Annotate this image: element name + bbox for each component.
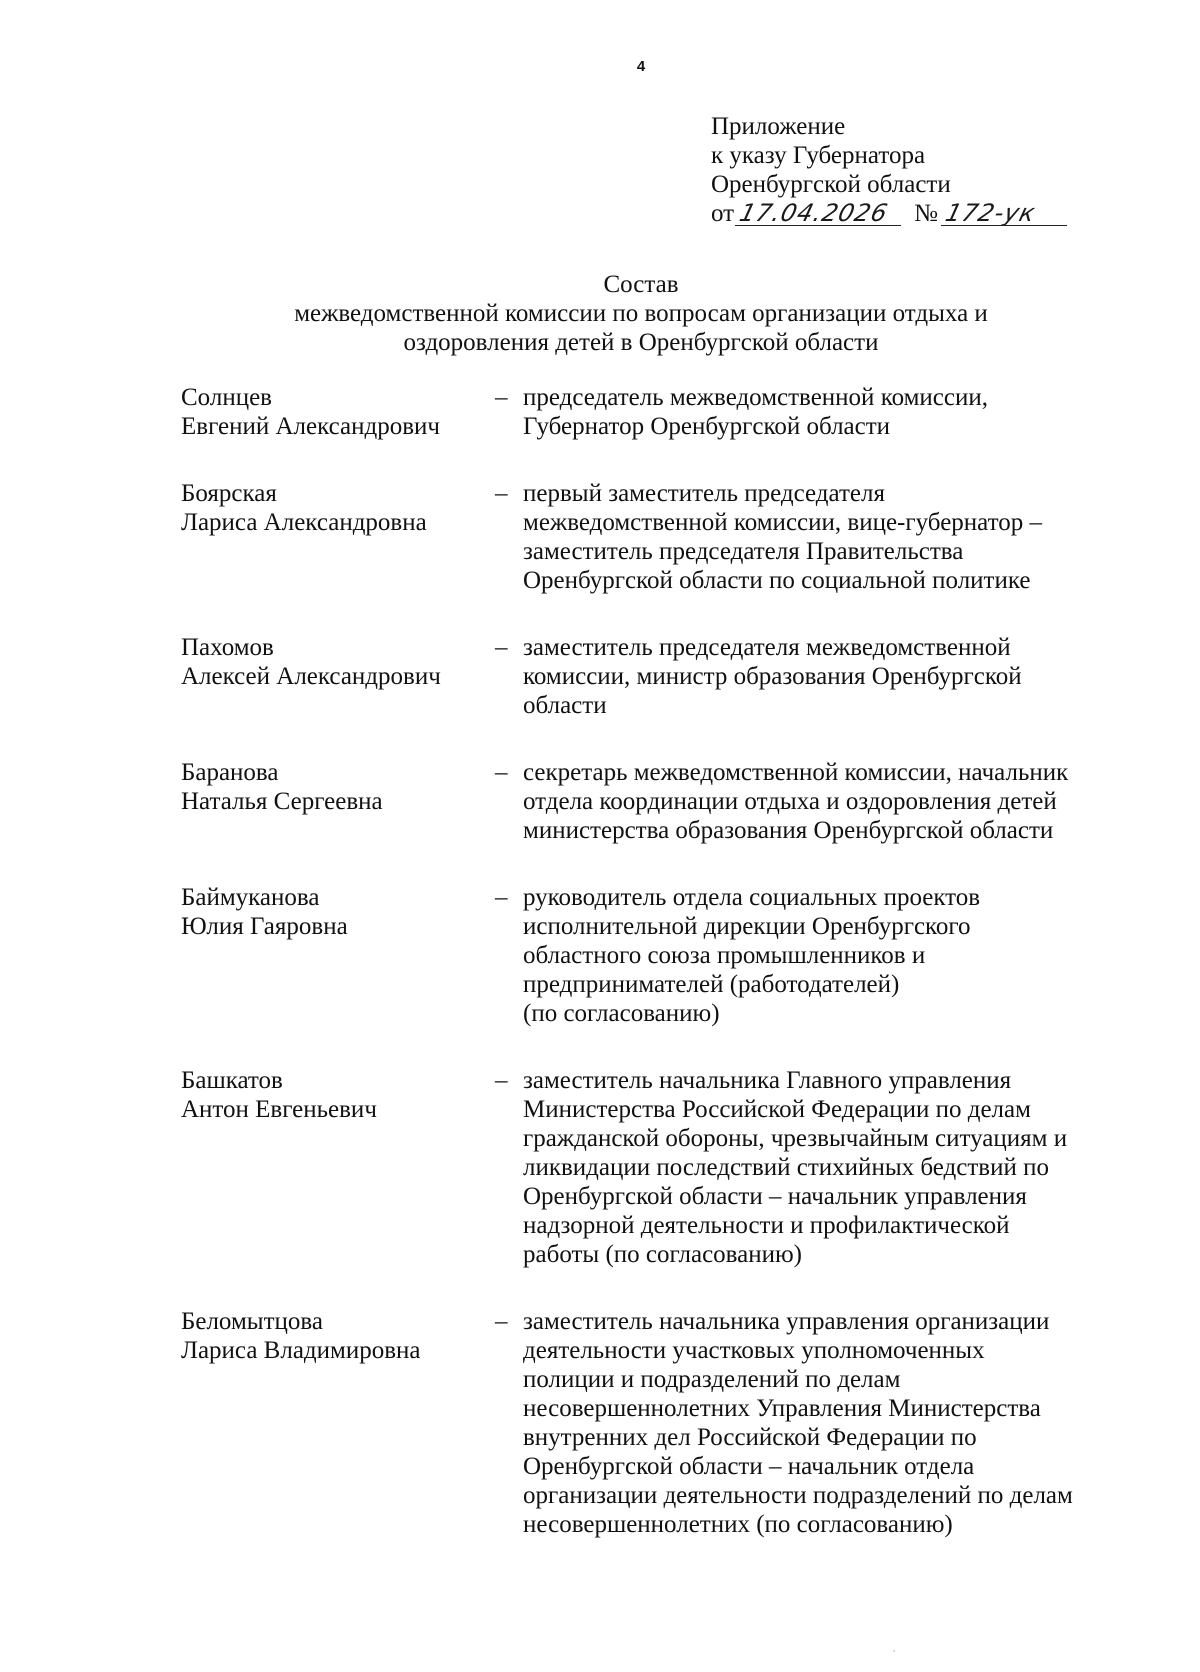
member-name bbox=[181, 1066, 377, 1124]
member-role-line: внутренних дел Российской Федерации по bbox=[523, 1424, 977, 1451]
member-surname: Баймуканова bbox=[181, 884, 320, 911]
scan-speck bbox=[893, 1650, 895, 1652]
member-role-line: руководитель отдела социальных проектов bbox=[523, 884, 981, 911]
member-role-line: Оренбургской области – начальник отдела bbox=[523, 1453, 975, 1480]
member-role-line: исполнительной дирекции Оренбургского bbox=[523, 913, 971, 940]
member-role-line: секретарь межведомственной комиссии, начальник bbox=[523, 759, 1069, 786]
appendix-line-1: Приложение bbox=[711, 113, 846, 140]
number-underline bbox=[941, 225, 1067, 226]
member-role-line: полиции и подразделений по делам bbox=[523, 1366, 901, 1393]
member-role bbox=[523, 1307, 1123, 1539]
member-role-line: заместитель председателя Правительства bbox=[523, 538, 964, 565]
member-dash: – bbox=[495, 384, 508, 411]
handwritten-number-text: 172-ук bbox=[942, 199, 1039, 227]
member-role bbox=[523, 383, 1123, 441]
member-role-line: ликвидации последствий стихийных бедствий по bbox=[523, 1154, 1049, 1181]
member-role-line: Оренбургской области – начальник управления bbox=[523, 1183, 1027, 1210]
member-given-names: Антон Евгеньевич bbox=[181, 1096, 377, 1123]
member-role-line: предпринимателей (работодателей) bbox=[523, 971, 900, 998]
member-role-line: заместитель начальника Главного управления bbox=[523, 1067, 1012, 1094]
member-dash: – bbox=[495, 759, 508, 786]
member-name bbox=[181, 383, 440, 441]
page-number: 4 bbox=[636, 58, 646, 75]
number-sign: № bbox=[914, 200, 938, 227]
member-role-line: надзорной деятельности и профилактической bbox=[523, 1212, 1010, 1239]
title-line-1: Состав bbox=[603, 271, 679, 298]
member-role-line: организации деятельности подразделений по делам bbox=[523, 1482, 1073, 1509]
member-role-line: заместитель председателя межведомственной bbox=[523, 634, 1011, 661]
member-name bbox=[181, 633, 441, 691]
member-role-line: комиссии, министр образования Оренбургской bbox=[523, 663, 1022, 690]
member-surname: Пахомов bbox=[181, 634, 274, 661]
member-dash: – bbox=[495, 884, 508, 911]
member-role bbox=[523, 633, 1123, 720]
member-role-line: председатель межведомственной комиссии, bbox=[523, 384, 988, 411]
title-line-3: оздоровления детей в Оренбургской области bbox=[403, 329, 879, 356]
member-role bbox=[523, 479, 1123, 595]
member-surname: Солнцев bbox=[181, 384, 272, 411]
appendix-line-2: к указу Губернатора bbox=[711, 142, 926, 169]
member-given-names: Лариса Александровна bbox=[181, 509, 427, 536]
member-role-line: несовершеннолетних (по согласованию) bbox=[523, 1511, 953, 1538]
member-name bbox=[181, 479, 427, 537]
member-name bbox=[181, 758, 383, 816]
member-role-line: межведомственной комиссии, вице-губернатор – bbox=[523, 509, 1042, 536]
date-underline bbox=[735, 225, 901, 226]
member-role-line: области bbox=[523, 692, 607, 719]
member-given-names: Наталья Сергеевна bbox=[181, 788, 383, 815]
handwritten-date-text: 17.04.2026 bbox=[736, 199, 892, 227]
member-name bbox=[181, 1307, 421, 1365]
title-line-2: межведомственной комиссии по вопросам организации отдыха и bbox=[294, 300, 988, 327]
member-role bbox=[523, 1066, 1123, 1269]
appendix-line-3: Оренбургской области bbox=[711, 171, 951, 198]
member-role-line: областного союза промышленников и bbox=[523, 942, 926, 969]
member-role-line: работы (по согласованию) bbox=[523, 1241, 802, 1268]
member-surname: Боярская bbox=[181, 480, 277, 507]
from-label: от bbox=[711, 200, 735, 227]
member-dash: – bbox=[495, 480, 508, 507]
member-surname: Башкатов bbox=[181, 1067, 283, 1094]
member-role-line: Оренбургской области по социальной политике bbox=[523, 567, 1031, 594]
appendix-header bbox=[711, 112, 1070, 228]
member-role-line: несовершеннолетних Управления Министерства bbox=[523, 1395, 1041, 1422]
member-role bbox=[523, 883, 1123, 1028]
member-role-line: министерства образования Оренбургской области bbox=[523, 817, 1054, 844]
member-dash: – bbox=[495, 1067, 508, 1094]
member-given-names: Лариса Владимировна bbox=[181, 1337, 421, 1364]
member-role-line: первый заместитель председателя bbox=[523, 480, 885, 507]
member-dash: – bbox=[495, 634, 508, 661]
member-role-line: (по согласованию) bbox=[523, 1000, 720, 1027]
member-role-line: деятельности участковых уполномоченных bbox=[523, 1337, 985, 1364]
handwritten-date bbox=[734, 199, 907, 228]
decree-reference bbox=[711, 199, 1070, 228]
member-role-line: заместитель начальника управления организации bbox=[523, 1308, 1050, 1335]
member-given-names: Евгений Александрович bbox=[181, 413, 440, 440]
member-surname: Баранова bbox=[181, 759, 279, 786]
member-role bbox=[523, 758, 1123, 845]
member-name bbox=[181, 883, 348, 941]
handwritten-number bbox=[940, 199, 1073, 228]
member-role-line: Министерства Российской Федерации по делам bbox=[523, 1096, 1031, 1123]
member-dash: – bbox=[495, 1308, 508, 1335]
member-surname: Беломытцова bbox=[181, 1308, 323, 1335]
member-given-names: Юлия Гаяровна bbox=[181, 913, 348, 940]
document-title bbox=[0, 270, 1200, 357]
member-role-line: гражданской обороны, чрезвычайным ситуациям и bbox=[523, 1125, 1068, 1152]
member-role-line: Губернатор Оренбургской области bbox=[523, 413, 891, 440]
member-given-names: Алексей Александрович bbox=[181, 663, 441, 690]
member-role-line: отдела координации отдыха и оздоровления детей bbox=[523, 788, 1057, 815]
